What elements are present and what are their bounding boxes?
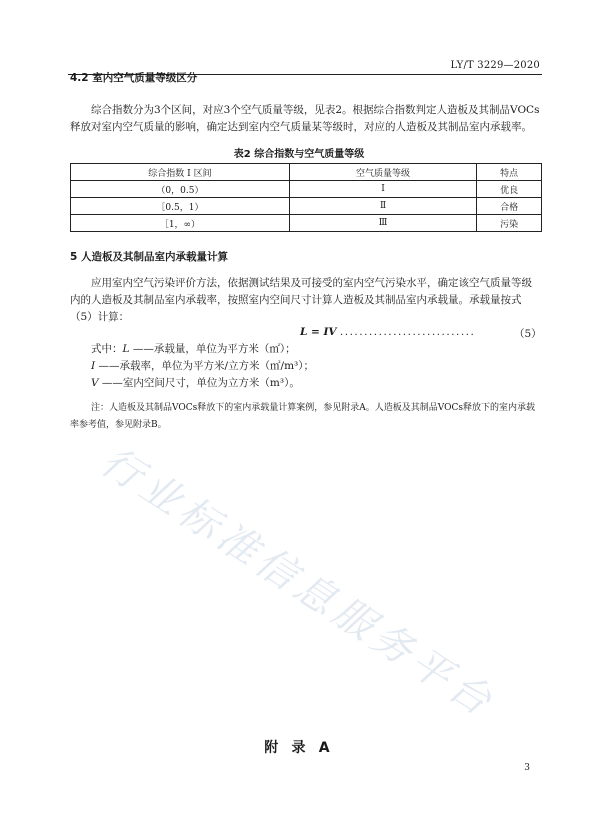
variable-description: ——室内空间尺寸，单位为立方米（m³）。 [98,377,300,389]
table-row [71,215,542,232]
formula-number: （5） [514,328,542,340]
table-2-caption: 表2 综合指数与空气质量等级 [233,149,365,160]
table-header-row [71,164,542,181]
variable-definition-L [91,341,296,358]
variable-symbol: I [91,360,96,372]
table-cell: Ⅲ [289,215,476,232]
table-cell: ［1，∞） [71,215,290,232]
section-5-title: 5 人造板及其制品室内承载量计算 [70,251,228,263]
section-5-paragraph: 应用室内空气污染评价方法，依据测试结果及可接受的室内空气污染水平，确定该空气质量等级内的人造板及其制品室内承载率，按照室内空间尺寸计算人造板及其制品室内承载量。承载量按式（5）计算： [70,277,532,323]
table-cell: 合格 [477,198,542,215]
table-cell: 污染 [477,215,542,232]
table-cell: Ⅱ [289,198,476,215]
section-4-2-title: 4.2 室内空气质量等级区分 [70,72,198,84]
variable-definition-I [91,358,314,375]
table-row [71,181,542,198]
variable-symbol: L [122,343,130,355]
formula-leader-dots: ............................ [339,326,476,338]
table-header-cell: 特点 [477,164,542,181]
standard-code: LY/T 3229—2020 [450,60,540,71]
formula-expression: L = IV [300,326,337,338]
section-4-2-paragraph: 综合指数分为3个区间，对应3个空气质量等级，见表2。根据综合指数判定人造板及其制品VOCs释放对室内空气质量的影响，确定达到室内空气质量某等级时，对应的人造板及其制品室内承载率。 [70,104,540,133]
watermark: 行业标准信息服务平台 [92,438,504,728]
table-cell: ［0.5，1） [71,198,290,215]
table-row [71,198,542,215]
table-header-cell: 空气质量等级 [289,164,476,181]
note-paragraph: 注：人造板及其制品VOCs释放下的室内承载量计算案例，参见附录A。人造板及其制品VOCs释放下的室内承载率参考值，参见附录B。 [70,403,535,430]
table-header-cell: 综合指数 I 区间 [71,164,290,181]
where-prefix: 式中： [91,343,123,355]
table-cell: （0，0.5） [71,181,290,198]
table-cell: 优良 [477,181,542,198]
page-number: 3 [524,763,530,773]
appendix-title: 附 录 A [264,740,334,756]
variable-definition-V [91,375,300,392]
air-quality-grade-table [70,163,542,232]
variable-symbol: V [91,377,99,389]
table-cell: Ⅰ [289,181,476,198]
formula-5 [300,326,542,340]
variable-description: ——承载率，单位为平方米/立方米（㎡/m³）； [95,360,314,372]
variable-description: ——承载量，单位为平方米（㎡）； [129,343,296,355]
